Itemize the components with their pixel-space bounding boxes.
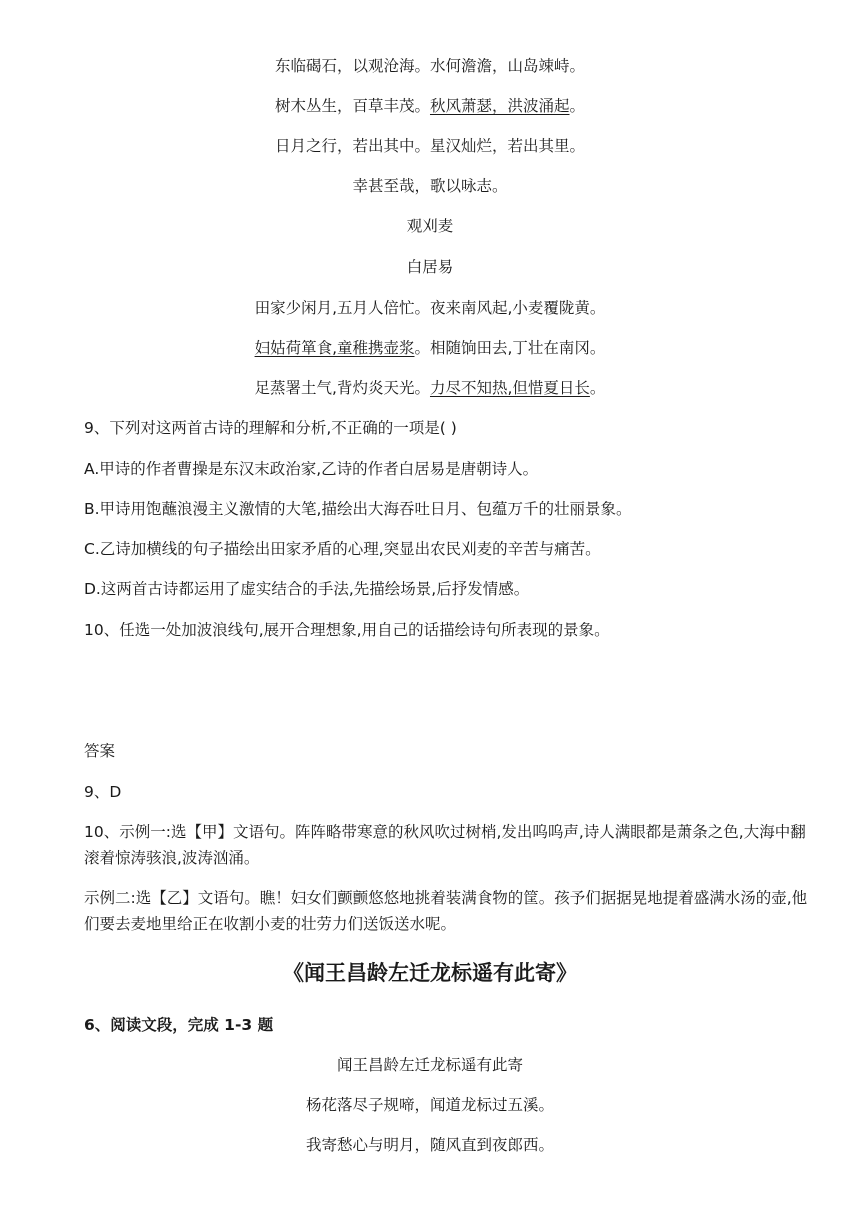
poem-yi-line-3: 足蒸署土气,背灼炎天光。力尽不知热,但惜夏日长。 (254, 379, 606, 397)
poem-yi-line-2: 妇姑荷箪食,童稚携壶浆。相随饷田去,丁壮在南冈。 (254, 339, 606, 357)
question-9-option-b: B.甲诗用饱蘸浪漫主义激情的大笔,描绘出大海吞吐日月、包蕴万千的壮丽景象。 (84, 500, 632, 518)
underlined-phrase: 秋风萧瑟，洪波涌起 (429, 97, 570, 115)
question-9-option-c: C.乙诗加横线的句子描绘出田家矛盾的心理,突显出农民刈麦的辛苦与痛苦。 (84, 540, 601, 558)
question-9-option-a: A.甲诗的作者曹操是东汉末政治家,乙诗的作者白居易是唐朝诗人。 (84, 460, 539, 478)
poem-yi-author: 白居易 (406, 258, 454, 276)
underlined-phrase: 妇姑荷箪食,童稚携壶浆 (254, 339, 415, 357)
section-poem-line-2: 我寄愁心与明月，随风直到夜郎西。 (305, 1136, 554, 1154)
poem-jia-line-4: 幸甚至哉，歌以咏志。 (352, 177, 508, 195)
question-9-stem: 9、下列对这两首古诗的理解和分析,不正确的一项是( ) (84, 419, 457, 437)
section-title: 《闻王昌龄左迁龙标遥有此寄》 (283, 960, 577, 985)
poem-jia-line-3: 日月之行，若出其中。星汉灿烂，若出其里。 (274, 137, 585, 155)
section-task: 6、阅读文段，完成 1-3 题 (84, 1016, 274, 1034)
answer-10-example-1: 10、示例一:选【甲】文语句。阵阵略带寒意的秋风吹过树梢,发出呜呜声,诗人满眼都是萧条之色,大海中翻滚着惊涛骇浪,波涛汹涌。 (84, 823, 806, 867)
answer-9: 9、D (84, 783, 122, 801)
section-poem-title: 闻王昌龄左迁龙标遥有此寄 (336, 1056, 523, 1074)
section-poem-line-1: 杨花落尽子规啼，闻道龙标过五溪。 (305, 1096, 554, 1114)
underlined-phrase: 力尽不知热,但惜夏日长 (429, 379, 590, 397)
poem-yi-line-1: 田家少闲月,五月人倍忙。夜来南风起,小麦覆陇黄。 (254, 299, 606, 317)
poem-jia-line-2: 树木丛生，百草丰茂。秋风萧瑟，洪波涌起。 (274, 97, 586, 115)
poem-yi-title: 观刈麦 (406, 217, 454, 235)
poem-jia-line-1: 东临碣石，以观沧海。水何澹澹，山岛竦峙。 (274, 57, 585, 75)
answer-heading: 答案 (84, 742, 116, 760)
question-10-stem: 10、任选一处加波浪线句,展开合理想象,用自己的话描绘诗句所表现的景象。 (84, 621, 610, 639)
answer-10-example-2: 示例二:选【乙】文语句。瞧！妇女们颤颤悠悠地挑着装满食物的筐。孩予们据据晃地提着盛满水汤的壶,他们要去麦地里给正在收割小麦的壮劳力们送饭送水呢。 (84, 889, 808, 933)
question-9-option-d: D.这两首古诗都运用了虚实结合的手法,先描绘场景,后抒发情感。 (84, 580, 530, 598)
